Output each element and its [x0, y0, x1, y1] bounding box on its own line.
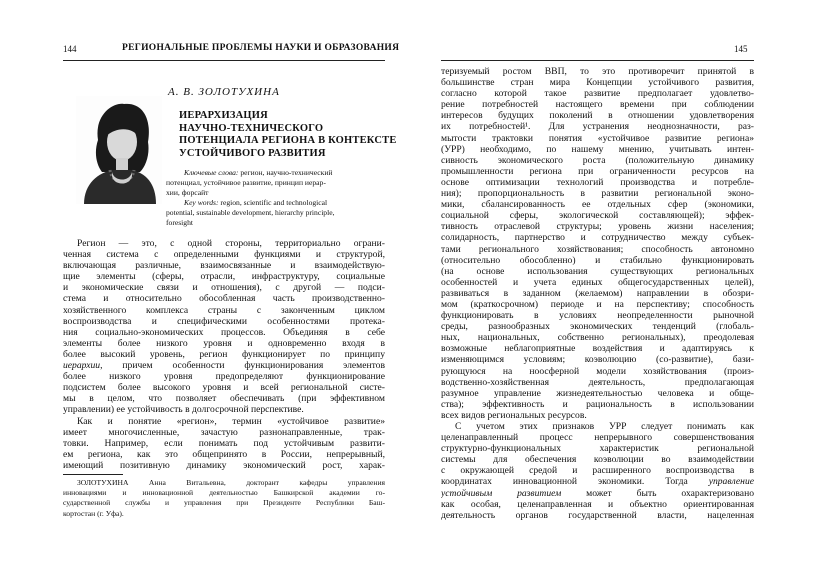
keywords-ru-line: хии, форсайт [166, 188, 209, 197]
body-line: тивность отраслевой структуры; уровень жизни населения; [441, 221, 754, 233]
body-line: согласно которой такое развитие предполагает удовлетво- [441, 88, 754, 100]
body-line: ния); пропорциональность в развитии региональной эконо- [441, 188, 754, 200]
footnote-line: ЗОЛОТУХИНА Анна Витальевна, докторант кафедры управления [77, 478, 385, 487]
body-line: ченная система с определенными функциями и структурой, [63, 249, 385, 261]
body-line: солидарность, партнерство и сотрудничество между субъек- [441, 232, 754, 244]
article-title [179, 110, 397, 160]
author-footnote [63, 478, 385, 519]
body-line: мы в целом, что позволяет обеспечивать (при эффективном [63, 393, 385, 405]
footnote-line: сударственной службы и управления при Президенте Республики Баш- [63, 498, 385, 508]
body-line: С учетом этих признаков УРР следует понимать как [455, 421, 754, 432]
body-line: с окружающей средой и расширенного воспроизводства в [441, 465, 754, 477]
body-line: более низкого уровня предопределяют функционирование [63, 371, 385, 383]
body-line: структурно-функциональных характеристик региональной [441, 443, 754, 455]
body-line: интересов будущих поколений в отношении удовлетворения [441, 110, 754, 122]
keywords-en-label: Key words: [184, 198, 219, 207]
author-name: А. В. ЗОЛОТУХИНА [168, 86, 280, 98]
keywords-ru-line [166, 168, 385, 178]
body-line: и экономические связи и отношения), с другой — подси- [63, 282, 385, 294]
left-body-text [63, 238, 385, 471]
body-line: системы для обеспечения коэволюции во взаимодействии [441, 454, 754, 466]
body-line: имеющий позитивную динамику экономический рост, харак- [63, 459, 385, 471]
body-line: целенаправленный процесс непрерывного совершенствования [441, 432, 754, 444]
body-line: мытости трактовки понятия «устойчивое развитие региона» [441, 132, 754, 144]
body-line: мики, сбалансированность ее отдельных сфер (экономики, [441, 199, 754, 211]
body-line: управлении) ее устойчивость в долгосрочной перспективе. [63, 404, 304, 416]
footnote-line: кортостан (г. Уфа). [63, 508, 124, 518]
keywords-en-line: foresight [166, 218, 193, 227]
body-line: подсистем более высокого уровня и всей региональной систе- [63, 382, 385, 394]
body-line: координатах инновационной экономики. Тогда управление [441, 476, 754, 488]
body-line: элементы более низкого уровня и одновременно входя в [63, 337, 385, 349]
title-line: НАУЧНО-ТЕХНИЧЕСКОГО [179, 122, 324, 134]
right-body-text [441, 66, 754, 521]
keywords-en-text: region, scientific and technological [218, 198, 328, 207]
body-line: функционировать в условиях неопределенности рыночной [441, 310, 754, 322]
body-line: (УРР) необходимо, по нашему мнению, учитывать интен- [441, 143, 754, 155]
page-number-left: 144 [63, 44, 77, 54]
body-line: мом (краткосрочном) периоде и на перспективу; способность [441, 298, 754, 310]
body-line: их потребностей¹. Для устранения неоднозначности, раз- [441, 121, 754, 133]
keywords-en-line: potential, sustainable development, hierarchy principle, [166, 208, 335, 217]
right-page [410, 0, 820, 580]
keywords-ru-line: потенциал, устойчивое развитие, принцип иерар- [166, 178, 326, 187]
body-line: ства); эффективность и рациональность в использовании [441, 398, 754, 410]
body-line: развиваться в заданном (желаемом) направлении в обозри- [441, 287, 754, 299]
body-line: (на основе использования существующих региональных [441, 265, 754, 277]
body-line: особенностей и учета единых общегосударственных целей), [441, 276, 754, 288]
body-line: всех видов региональных ресурсов. [441, 409, 587, 421]
body-line: среды, разнообразных экономических тенденций (глобаль- [441, 321, 754, 333]
body-line: устойчивым развитием может быть охарактеризовано [441, 487, 754, 499]
keywords-en-line [166, 198, 385, 208]
keywords-ru-text: регион, научно-технический [238, 168, 333, 177]
body-line: воспроизводства и специфическими особенностями протека- [63, 315, 385, 327]
body-line: сивность экономического роста (положительную динамику [441, 154, 754, 166]
body-line: рение потребностей настоящего времени при соблюдении [441, 99, 754, 111]
body-line: основе оптимизации технологий производства и потребле- [441, 176, 754, 188]
header-rule-left [63, 60, 385, 61]
running-head: РЕГИОНАЛЬНЫЕ ПРОБЛЕМЫ НАУКИ И ОБРАЗОВАНИЯ [122, 43, 400, 53]
body-line: деятельность органов государственной власти, нацеленная [441, 509, 754, 521]
title-line: УСТОЙЧИВОГО РАЗВИТИЯ [179, 147, 326, 159]
body-line: социальной сферы, экологической составляющей); эффек- [441, 210, 754, 222]
body-line: иерархии, причем особенности функционирования элементов [63, 360, 385, 372]
header-rule-right [441, 60, 754, 61]
body-line: тами регионального хозяйствования; способность автономно [441, 243, 754, 255]
keywords-ru-label: Ключевые слова: [184, 168, 239, 177]
body-line: (относительно обособленно) и стабильно функционировать [441, 254, 754, 266]
page-number-right: 145 [734, 44, 748, 54]
body-line: теризуемый ростом ВВП, то это противоречит принятой в [441, 66, 754, 77]
body-line: хозяйственного комплекса страны с законченным циклом [63, 304, 385, 316]
body-line: ных, национальных, собственно региональных), преодолевая [441, 332, 754, 344]
footnote-rule [63, 474, 123, 475]
body-line: большинстве стран мира Концепции устойчивого развития, [441, 77, 754, 89]
body-line: ния социально-экономических процессов. Объединяя в себе [63, 326, 385, 338]
body-line: Как и понятие «регион», термин «устойчивое развитие» [77, 415, 385, 427]
body-line: ем региона, как это общепринято в России, непрерывный, [63, 448, 385, 460]
body-line: включающая различные, взаимосвязанные и взаимодействую- [63, 260, 385, 272]
body-line: стема и относительно обособленная часть производственно- [63, 293, 385, 305]
keywords-block [166, 168, 385, 228]
body-line: возможные неблагоприятные воздействия и адаптируясь к [441, 343, 754, 355]
body-line: как особая, целенаправленная и объектно ориентированная [441, 498, 754, 510]
title-line: ПОТЕНЦИАЛА РЕГИОНА В КОНТЕКСТЕ [179, 135, 397, 146]
body-line: разумное управление жизнедеятельностью человека и обще- [441, 387, 754, 399]
body-line: товки. Например, если понимать под устойчивым развити- [63, 437, 385, 449]
title-line: ИЕРАРХИЗАЦИЯ [179, 110, 268, 121]
footnote-line: инновациями и инновационной деятельностью Башкирской академии го- [63, 488, 385, 498]
body-line: щие элементы (сферы, отрасли, инфраструктуру, социальные [63, 271, 385, 283]
author-portrait [76, 96, 162, 204]
body-line: водственно-хозяйственная деятельность, предполагающая [441, 376, 754, 388]
body-line: Регион — это, с одной стороны, территориально ограни- [77, 238, 385, 249]
body-line: рующуюся на ноосферной модели хозяйствования (произ- [441, 365, 754, 377]
body-line: изменяющимся условиям; коэволюцию (со-развитие), бази- [441, 354, 754, 366]
body-line: имеет многочисленные, зачастую разнонаправленные, трак- [63, 426, 385, 438]
body-line: промышленности региона при ограниченности ресурсов на [441, 165, 754, 177]
body-line: более высокий уровень, регион функционирует по принципу [63, 348, 385, 360]
